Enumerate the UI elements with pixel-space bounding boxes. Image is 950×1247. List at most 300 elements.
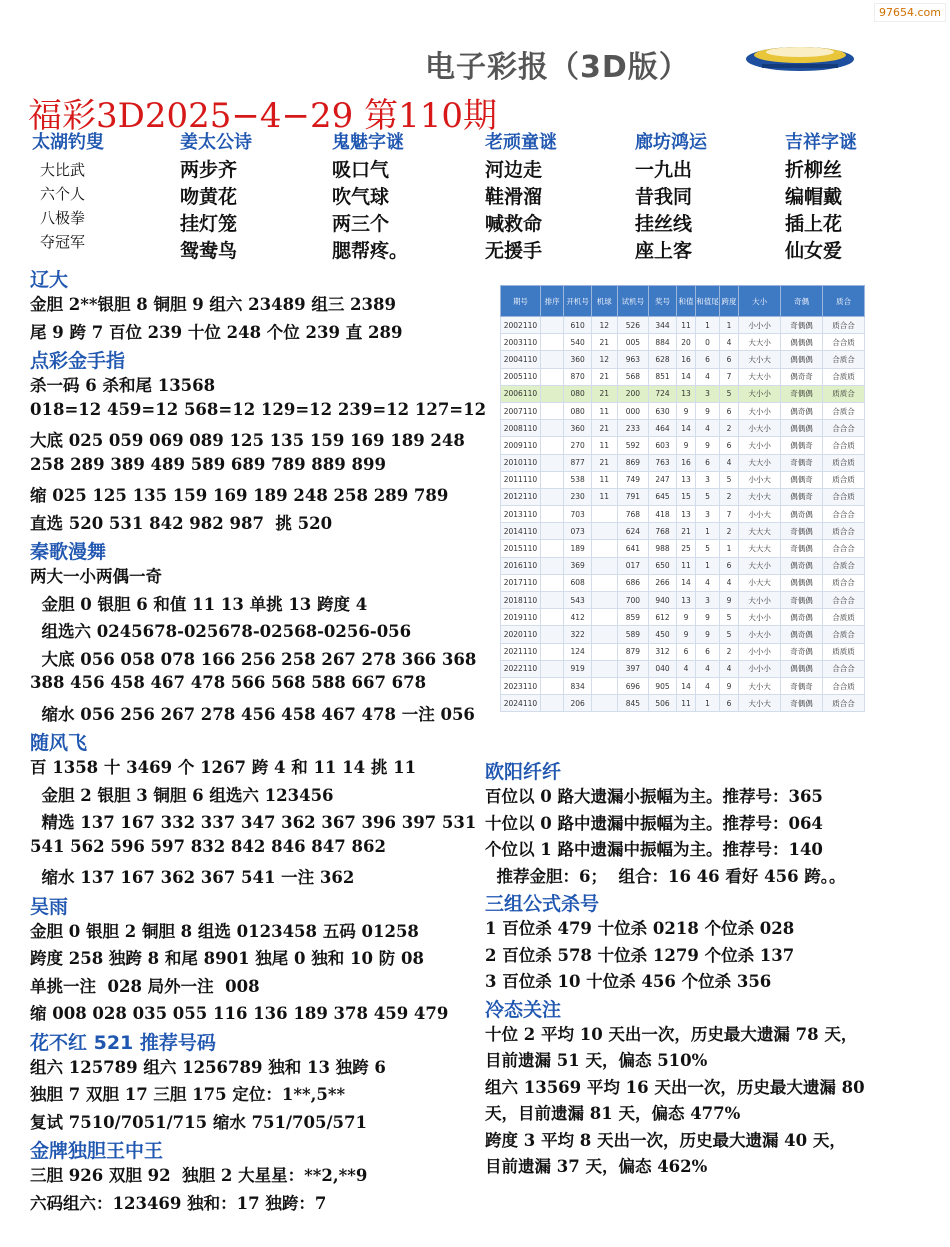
table-row [501,385,865,402]
section-line: 单挑一注 028 局外一注 008 [30,976,260,996]
table-cell: 质合合 [822,574,864,591]
table-cell: 000 [617,402,649,419]
table-cell [540,351,564,368]
table-cell: 小大小 [739,626,781,643]
table-cell: 6 [696,454,720,471]
table-cell: 247 [649,471,677,488]
table-cell: 21 [591,385,617,402]
table-header-cell: 排序 [540,286,564,317]
table-cell: 偶偶奇 [781,471,823,488]
section-line: 组六 125789 组六 1256789 独和 13 独跨 6 [30,1057,386,1077]
table-cell: 大小小 [739,385,781,402]
table-cell: 230 [564,488,592,505]
table-cell [591,609,617,626]
table-cell: 质合质 [822,471,864,488]
table-cell: 11 [591,471,617,488]
table-cell: 大大小 [739,334,781,351]
table-cell: 005 [617,334,649,351]
table-cell: 9 [676,437,695,454]
table-cell: 13 [676,506,695,523]
table-cell: 650 [649,557,677,574]
table-cell: 21 [591,334,617,351]
table-cell: 偶奇奇 [781,368,823,385]
table-cell: 200 [617,385,649,402]
table-cell [591,523,617,540]
table-cell: 645 [649,488,677,505]
table-row [501,677,865,694]
table-cell: 14 [676,574,695,591]
table-cell: 小小小 [739,643,781,660]
table-cell [540,574,564,591]
table-cell: 724 [649,385,677,402]
table-cell: 189 [564,540,592,557]
table-cell: 大大小 [739,368,781,385]
section-title: 金牌独胆王中王 [30,1140,164,1162]
riddle-item: 挂丝线 [635,213,693,235]
table-cell: 312 [649,643,677,660]
table-cell: 2003110 [501,334,541,351]
riddle-item: 座上客 [635,240,693,262]
history-table [500,285,865,712]
table-cell: 偶奇偶 [781,506,823,523]
table-cell: 14 [676,677,695,694]
table-cell: 6 [719,437,738,454]
table-cell [540,368,564,385]
table-cell: 5 [719,385,738,402]
section-line: 大底 056 058 078 166 256 258 267 278 366 368 [30,649,477,669]
table-cell: 080 [564,385,592,402]
section-line: 杀一码 6 杀和尾 13568 [30,376,216,395]
table-cell: 合质合 [822,626,864,643]
section-line: 1 百位杀 479 十位杀 0218 个位杀 028 [485,919,795,938]
table-cell: 25 [676,540,695,557]
table-cell: 610 [564,317,592,334]
section-title: 点彩金手指 [30,350,126,372]
table-cell: 小小大 [739,506,781,523]
table-cell [591,540,617,557]
section-line: 跨度 258 独跨 8 和尾 8901 独尾 0 独和 10 防 08 [30,949,424,968]
table-cell: 偶奇偶 [781,626,823,643]
table-cell [540,609,564,626]
table-header-cell: 开机号 [564,286,592,317]
table-cell: 合合合 [822,506,864,523]
section-line: 大底 025 059 069 089 125 135 159 169 189 248 [30,431,465,450]
table-cell: 20 [676,334,695,351]
table-cell: 质合合 [822,695,864,712]
table-cell: 大小大 [739,695,781,712]
riddle-item: 腮帮疼。 [332,240,409,262]
table-cell: 2016110 [501,557,541,574]
section-line: 直选 520 531 842 982 987 挑 520 [30,513,333,533]
riddle-column-title: 太湖钓叟 [32,132,104,153]
table-cell: 540 [564,334,592,351]
table-cell [540,557,564,574]
table-cell: 合合质 [822,334,864,351]
table-row [501,351,865,368]
table-row [501,660,865,677]
table-cell: 6 [719,402,738,419]
table-cell: 质合合 [822,523,864,540]
table-cell: 919 [564,660,592,677]
riddle-item: 鞋滑溜 [485,186,543,208]
table-cell: 2015110 [501,540,541,557]
table-header-cell: 和值尾 [696,286,720,317]
table-cell: 4 [696,420,720,437]
table-cell: 344 [649,317,677,334]
table-cell: 21 [591,454,617,471]
table-cell: 16 [676,454,695,471]
table-cell: 9 [696,402,720,419]
section-line: 个位以 1 路中遗漏中振幅为主。推荐号：140 [485,840,823,859]
table-cell: 124 [564,643,592,660]
table-cell: 3 [696,506,720,523]
section-line: 金胆 0 银胆 2 铜胆 8 组选 0123458 五码 01258 [30,921,419,941]
table-cell: 11 [676,317,695,334]
table-cell: 1 [719,317,738,334]
table-cell [540,506,564,523]
table-cell: 2 [719,420,738,437]
table-cell: 14 [676,420,695,437]
section-line: 金胆 2**银胆 8 铜胆 9 组六 23489 组三 2389 [30,295,396,314]
table-cell: 合质质 [822,609,864,626]
table-cell: 11 [591,488,617,505]
table-cell: 大小小 [739,592,781,609]
table-cell [540,540,564,557]
table-cell: 879 [617,643,649,660]
section-line: 2 百位杀 578 十位杀 1279 个位杀 137 [485,945,795,965]
riddle-column-title: 吉祥字谜 [785,132,857,153]
table-cell: 2018110 [501,592,541,609]
table-cell: 合质合 [822,402,864,419]
table-cell: 418 [649,506,677,523]
table-cell: 12 [591,351,617,368]
table-cell: 5 [719,471,738,488]
table-cell: 884 [649,334,677,351]
table-cell: 12 [591,317,617,334]
riddle-item: 仙女爱 [785,240,843,262]
table-cell: 9 [696,626,720,643]
table-cell [591,506,617,523]
table-row [501,523,865,540]
table-cell: 4 [719,334,738,351]
table-cell: 703 [564,506,592,523]
table-cell: 小小大 [739,471,781,488]
riddle-column-title: 姜太公诗 [180,132,252,153]
section-line: 组六 13569 平均 16 天出一次，历史最大遗漏 80 [485,1077,865,1097]
section-title: 三组公式杀号 [485,893,600,915]
table-cell: 奇奇偶 [781,643,823,660]
table-cell: 233 [617,420,649,437]
section-line: 跨度 3 平均 8 天出一次，历史最大遗漏 40 天， [485,1130,846,1150]
table-cell: 21 [676,523,695,540]
table-cell: 合合合 [822,420,864,437]
table-cell: 合合合 [822,592,864,609]
table-cell: 763 [649,454,677,471]
table-cell: 2 [719,523,738,540]
table-cell: 9 [676,626,695,643]
table-cell: 3 [696,385,720,402]
table-cell: 3 [696,592,720,609]
table-cell: 592 [617,437,649,454]
table-header-cell: 奇偶 [781,286,823,317]
table-header-cell: 期号 [501,286,541,317]
table-cell: 696 [617,677,649,694]
table-row [501,334,865,351]
table-cell: 266 [649,574,677,591]
table-cell: 1 [696,557,720,574]
table-cell: 963 [617,351,649,368]
table-cell [591,592,617,609]
table-cell: 2022110 [501,660,541,677]
table-cell: 851 [649,368,677,385]
table-cell: 2012110 [501,488,541,505]
table-cell: 14 [676,368,695,385]
table-cell: 845 [617,695,649,712]
table-cell: 4 [719,454,738,471]
table-cell: 2013110 [501,506,541,523]
riddle-column-title: 老顽童谜 [485,132,557,153]
table-cell: 940 [649,592,677,609]
table-cell [540,402,564,419]
table-row [501,317,865,334]
table-cell: 877 [564,454,592,471]
table-cell: 700 [617,592,649,609]
table-cell: 奇偶偶 [781,592,823,609]
section-line: 三胆 926 双胆 92 独胆 2 大星星：**2,**9 [30,1166,368,1185]
table-cell: 4 [696,574,720,591]
table-cell: 奇偶奇 [781,454,823,471]
table-cell [540,437,564,454]
table-cell [540,643,564,660]
riddle-column-title: 鬼魅字谜 [332,132,404,153]
riddle-item: 一九出 [635,159,693,181]
table-cell [540,660,564,677]
table-row [501,592,865,609]
table-cell: 合合质 [822,488,864,505]
table-cell: 9 [676,402,695,419]
section-title: 欧阳纤纤 [485,761,562,783]
section-line: 3 百位杀 10 十位杀 456 个位杀 356 [485,972,772,991]
table-header-cell: 机球 [591,286,617,317]
table-cell: 538 [564,471,592,488]
table-cell: 869 [617,454,649,471]
table-cell: 质合合 [822,317,864,334]
riddle-item: 折柳丝 [785,159,843,181]
table-cell: 大小大 [739,351,781,368]
table-cell: 大小小 [739,609,781,626]
table-cell: 589 [617,626,649,643]
table-cell: 2007110 [501,402,541,419]
section-line: 541 562 596 597 832 842 846 847 862 [30,836,386,856]
table-cell: 5 [719,609,738,626]
table-cell: 2017110 [501,574,541,591]
table-cell: 11 [591,437,617,454]
table-cell: 奇偶偶 [781,385,823,402]
table-cell: 大大大 [739,523,781,540]
riddle-item: 喊救命 [485,213,543,235]
riddle-column-title: 廊坊鸿运 [635,132,707,153]
table-cell: 4 [676,660,695,677]
riddle-item: 八极拳 [40,209,86,227]
table-cell: 2004110 [501,351,541,368]
section-line: 缩水 056 256 267 278 456 458 467 478 一注 056 [30,704,475,724]
table-cell: 偶奇偶 [781,609,823,626]
section-line: 缩水 137 167 362 367 541 一注 362 [30,868,355,887]
table-header-cell: 跨度 [719,286,738,317]
section-line: 缩 008 028 035 055 116 136 189 378 459 479 [30,1004,449,1023]
table-cell: 13 [676,592,695,609]
table-cell: 360 [564,351,592,368]
table-cell: 2014110 [501,523,541,540]
table-row [501,626,865,643]
riddle-item: 插上花 [785,213,843,235]
table-cell: 322 [564,626,592,643]
table-cell: 小小小 [739,317,781,334]
section-line: 独胆 7 双胆 17 三胆 175 定位：1**,5** [30,1085,346,1104]
section-line: 推荐金胆：6； 组合：16 46 看好 456 跨。。 [485,866,846,886]
table-cell [540,523,564,540]
table-cell: 4 [696,677,720,694]
table-cell [540,695,564,712]
table-cell [591,626,617,643]
table-cell: 奇偶偶 [781,695,823,712]
table-cell: 大小大 [739,677,781,694]
table-cell: 9 [696,437,720,454]
table-cell: 大小小 [739,437,781,454]
section-line: 金胆 0 银胆 6 和值 11 13 单挑 13 跨度 4 [30,594,368,614]
table-cell: 2 [719,488,738,505]
table-cell: 080 [564,402,592,419]
table-cell: 506 [649,695,677,712]
table-row [501,454,865,471]
table-cell: 7 [719,506,738,523]
table-cell: 偶偶奇 [781,488,823,505]
table-cell [540,385,564,402]
table-header-row [501,286,865,317]
section-line: 精选 137 167 332 337 347 362 367 396 397 531 [30,813,477,832]
table-cell: 397 [617,660,649,677]
table-cell: 2021110 [501,643,541,660]
table-cell: 偶偶奇 [781,437,823,454]
table-cell: 6 [719,351,738,368]
table-cell: 合质质 [822,368,864,385]
table-cell: 749 [617,471,649,488]
table-row [501,420,865,437]
table-cell: 628 [649,351,677,368]
table-header-cell: 大小 [739,286,781,317]
paper-title: 电子彩报（3D版） [425,50,690,85]
table-cell: 合合合 [822,540,864,557]
table-cell: 4 [719,574,738,591]
table-cell [540,626,564,643]
table-cell: 686 [617,574,649,591]
table-cell: 1 [696,317,720,334]
section-title: 辽大 [30,269,69,291]
table-cell: 2005110 [501,368,541,385]
table-cell: 偶偶偶 [781,574,823,591]
table-cell: 11 [591,402,617,419]
table-cell: 2011110 [501,471,541,488]
table-cell: 791 [617,488,649,505]
table-cell: 偶偶偶 [781,334,823,351]
table-cell: 9 [676,609,695,626]
table-cell: 偶偶偶 [781,660,823,677]
table-cell: 5 [696,488,720,505]
table-row [501,643,865,660]
table-cell [591,660,617,677]
table-row [501,437,865,454]
table-row [501,488,865,505]
table-cell: 合质合 [822,557,864,574]
table-cell: 526 [617,317,649,334]
table-cell: 1 [696,523,720,540]
table-cell [540,420,564,437]
section-line: 388 456 458 467 478 566 568 588 667 678 [30,673,427,692]
table-row [501,402,865,419]
table-cell: 大大小 [739,557,781,574]
riddle-item: 编帽戴 [785,186,843,208]
table-cell [540,592,564,609]
table-cell: 017 [617,557,649,574]
section-line: 组选六 0245678-025678-02568-0256-056 [30,622,412,641]
table-cell: 1 [696,695,720,712]
table-cell: 小大大 [739,574,781,591]
section-line: 百 1358 十 3469 个 1267 跨 4 和 11 14 挑 11 [30,758,417,777]
table-cell: 偶偶偶 [781,351,823,368]
table-cell: 合质合 [822,351,864,368]
table-cell: 大大大 [739,540,781,557]
table-cell: 质质合 [822,385,864,402]
table-cell: 859 [617,609,649,626]
table-cell: 奇偶偶 [781,317,823,334]
table-cell: 大小小 [739,402,781,419]
table-cell: 4 [696,660,720,677]
table-cell: 9 [719,592,738,609]
table-cell [540,488,564,505]
table-cell: 040 [649,660,677,677]
table-cell: 21 [591,420,617,437]
site-watermark[interactable]: 97654.com [874,3,946,22]
section-title: 冷态关注 [485,998,562,1021]
table-cell: 5 [696,540,720,557]
table-cell: 3 [696,471,720,488]
table-cell: 608 [564,574,592,591]
table-cell: 小大小 [739,420,781,437]
table-cell: 630 [649,402,677,419]
table-cell: 4 [719,660,738,677]
table-cell [540,317,564,334]
table-row [501,609,865,626]
section-line: 258 289 389 489 589 689 789 889 899 [30,454,386,474]
section-line: 目前遗漏 51 天，偏态 510% [485,1051,708,1070]
table-cell: 21 [591,368,617,385]
table-cell: 450 [649,626,677,643]
riddle-item: 夺冠军 [40,233,86,251]
section-line: 天，目前遗漏 81 天，偏态 477% [485,1104,741,1123]
table-cell: 2010110 [501,454,541,471]
table-cell: 2 [719,643,738,660]
table-cell: 360 [564,420,592,437]
table-cell [540,471,564,488]
table-cell: 073 [564,523,592,540]
issue-title: 福彩3D2025−4−29 第110期 [28,96,497,136]
riddle-item: 大比武 [40,161,86,179]
table-row [501,557,865,574]
table-cell: 270 [564,437,592,454]
table-cell: 2024110 [501,695,541,712]
riddle-item: 吸口气 [332,159,390,181]
section-line: 金胆 2 银胆 3 铜胆 6 组选六 123456 [30,785,334,805]
